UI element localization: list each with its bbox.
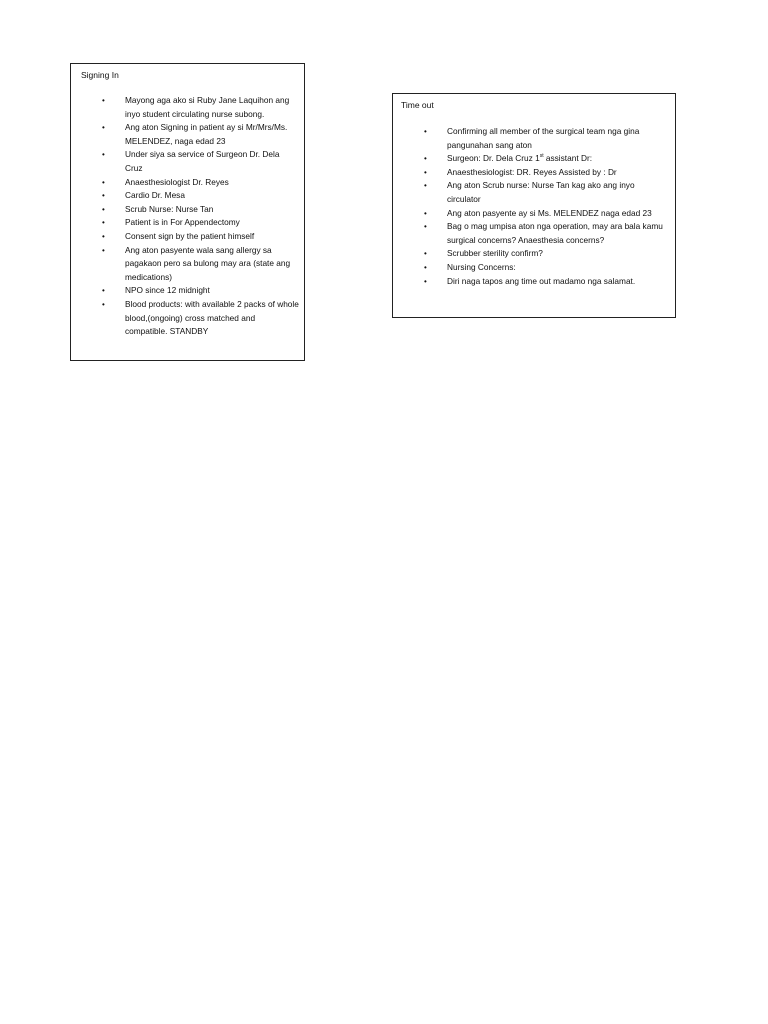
list-item: • Confirming all member of the surgical team nga gina pangunahan sang aton: [424, 126, 640, 150]
surgeon-suffix: assistant Dr:: [543, 153, 593, 164]
bullet-icon: •: [102, 245, 105, 255]
bullet-icon: •: [102, 123, 105, 133]
list-item: • Blood products: with available 2 packs of whole blood,(ongoing) cross matched and compatible. STANDBY: [102, 298, 299, 337]
bullet-icon: •: [424, 127, 427, 136]
list-item: • Ang aton pasyente ay si Ms. MELENDEZ naga edad 23: [421, 207, 669, 221]
bullet-icon: •: [424, 208, 427, 218]
list-item: • Anaesthesiologist Dr. Reyes: [99, 176, 299, 190]
list-item: • Ang aton pasyente wala sang allergy sa pagakaon pero sa bulong may ara (state ang medications): [102, 244, 291, 282]
list-item: • Diri naga tapos ang time out madamo nga salamat.: [421, 275, 669, 289]
list-item: • Ang aton Scrub nurse: Nurse Tan kag ako ang inyo circulator: [424, 180, 635, 204]
bullet-icon: •: [102, 286, 105, 296]
bullet-icon: •: [102, 191, 105, 201]
list-item: • Bag o mag umpisa aton nga operation, may ara bala kamu surgical concerns? Anaesthesia concerns?: [424, 221, 663, 245]
bullet-icon: •: [102, 299, 105, 309]
signing-in-box: [70, 63, 305, 361]
list-item: • NPO since 12 midnight: [99, 284, 299, 298]
list-item: • Scrubber sterility confirm?: [421, 247, 669, 261]
list-item: • Scrub Nurse: Nurse Tan: [99, 203, 299, 217]
bullet-icon: •: [102, 177, 105, 187]
list-item: • Mayong aga ako si Ruby Jane Laquihon ang inyo student circulating nurse subong.: [102, 95, 290, 119]
bullet-icon: •: [424, 276, 427, 286]
time-out-list: [421, 125, 669, 288]
bullet-icon: •: [424, 262, 427, 272]
bullet-icon: •: [424, 249, 427, 259]
time-out-box: [392, 93, 676, 318]
bullet-icon: •: [424, 154, 427, 164]
surgeon-prefix: Surgeon: Dr. Dela Cruz 1: [447, 153, 540, 164]
signing-in-list: [99, 94, 299, 339]
list-item: • Anaesthesiologist: DR. Reyes Assisted by : Dr: [421, 166, 669, 180]
bullet-icon: •: [102, 218, 105, 228]
list-item: • Patient is in For Appendectomy: [99, 216, 299, 230]
surgeon-superscript: st: [539, 153, 544, 160]
bullet-icon: •: [102, 231, 105, 241]
bullet-icon: •: [102, 204, 105, 214]
bullet-icon: •: [424, 222, 427, 232]
list-item: • Ang aton Signing in patient ay si Mr/Mrs/Ms. MELENDEZ, naga edad 23: [102, 122, 288, 146]
time-out-title: Time out: [401, 100, 434, 110]
list-item: • Cardio Dr. Mesa: [99, 189, 299, 203]
bullet-icon: •: [424, 181, 427, 191]
list-item: • Consent sign by the patient himself: [99, 230, 299, 244]
list-item: • Nursing Concerns:: [421, 261, 669, 275]
list-item: • Under siya sa service of Surgeon Dr. Dela Cruz: [102, 149, 280, 173]
bullet-icon: •: [102, 150, 105, 160]
bullet-icon: •: [102, 96, 105, 105]
bullet-icon: •: [424, 167, 427, 177]
list-item-surgeon: [421, 152, 669, 166]
signing-in-title: Signing In: [81, 70, 119, 80]
